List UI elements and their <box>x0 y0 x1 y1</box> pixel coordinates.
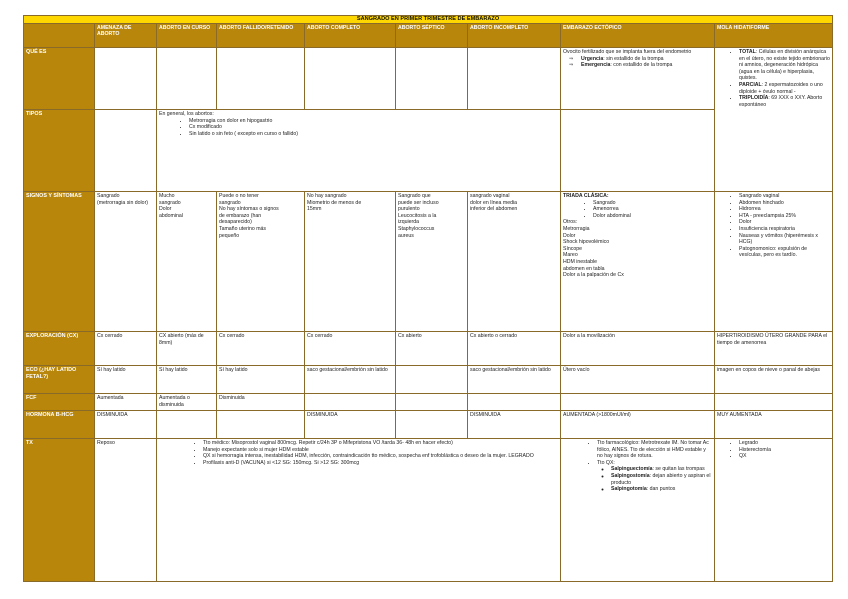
tipos-list <box>159 118 558 138</box>
list-item: • Amenorrea <box>593 206 712 213</box>
line: Mucho <box>159 193 175 199</box>
line: Dolor a la palpación de Cx <box>563 272 624 279</box>
eco-incompleto: saco gestacional/embrión sin latido <box>468 366 561 394</box>
cell <box>396 411 468 439</box>
cell <box>396 366 468 394</box>
list-item: • Sin latido o sin feto ( excepto en curso o fallido) <box>189 131 558 138</box>
line: Síncope <box>563 245 583 252</box>
cell <box>217 48 305 110</box>
que-es-ectopico <box>561 48 715 110</box>
exploracion-completo: Cx cerrado <box>305 332 396 366</box>
list-item: • TOTAL: Células en división anárquica en el útero, no existe tejido embrionario ni amnios, degeneración hidrópica (agua en la célula) e hiperplasia, quistes. <box>739 49 830 82</box>
line: de embarazo (han <box>219 212 262 219</box>
eco-mola: imagen en copos de nieve o panal de abejas <box>715 366 833 394</box>
line: Dolor <box>563 232 576 239</box>
list-item: ◦ Salpingotomía: dan puntos <box>611 486 712 493</box>
list-item: • Histerectomía <box>739 447 830 454</box>
hormona-incompleto: DISMINUIDA <box>468 411 561 439</box>
mola-types <box>717 49 830 108</box>
row-label-fcf: FCF <box>24 394 95 411</box>
cell <box>715 394 833 411</box>
tx-qx-list <box>597 466 712 492</box>
signos-incompleto <box>468 192 561 332</box>
tipos-abortos <box>157 110 561 192</box>
list-item: • Dolor <box>739 219 830 226</box>
signos-mola <box>715 192 833 332</box>
line: HDM inestable <box>563 258 598 265</box>
line: Leucocitosis a la <box>398 212 437 219</box>
list-item: • Dolor abdominal <box>593 213 712 220</box>
exploracion-amenaza: Cx cerrado <box>95 332 157 366</box>
table-title: SANGRADO EN PRIMER TRIMESTRE DE EMBARAZO <box>24 16 833 24</box>
list-item: • Manejo expectante solo si mujer HDM estable <box>203 447 558 454</box>
cell <box>305 48 396 110</box>
line: desaparecido) <box>219 219 252 226</box>
list-item: ◦ Salpingostomía: dejan abierto y aspiran el producto <box>611 473 712 486</box>
header-mola: MOLA HIDATIFORME <box>715 24 833 48</box>
tx-mola <box>715 439 833 582</box>
line: Miometrio de menos de <box>307 199 362 206</box>
line: sangrado <box>219 199 241 206</box>
cell <box>95 110 157 192</box>
list-item: • TRIPLOIDÍA: 69 XXX o XXY. Aborto espontáneo <box>739 95 830 108</box>
list-item: • Hidrorrea <box>739 206 830 213</box>
fcf-amenaza: Aumentada <box>95 394 157 411</box>
line: abdominal <box>159 212 183 219</box>
list-item: ⇒ Urgencia: sin estallido de la trompa <box>581 56 712 63</box>
signos-septico <box>396 192 468 332</box>
cell <box>468 394 561 411</box>
list-item: • Cx modificado <box>189 124 558 131</box>
signos-ectopico <box>561 192 715 332</box>
row-label-hormona: HORMONA B-HCG <box>24 411 95 439</box>
header-curso: ABORTO EN CURSO <box>157 24 217 48</box>
line: dolor en línea media <box>470 199 518 206</box>
header-completo: ABORTO COMPLETO <box>305 24 396 48</box>
mola-signs <box>717 193 830 259</box>
list-item: • Profilaxis anti-D (VACUNA) si <12 SG: 150mcg. Si >12 SG: 300mcg <box>203 460 558 467</box>
list-item: • Tto farmacológico: Metrotrexate IM. No tomar Ac fólico, AINES. Tto de elección si HMD estable y no hay signos de rotura. <box>597 440 712 460</box>
cell <box>157 411 217 439</box>
list-item: • PARCIAL: 2 espermatozoides o uno diploide + óvulo normal - <box>739 82 830 95</box>
header-amenaza: AMENAZA DE ABORTO <box>95 24 157 48</box>
line: Metrorragia <box>563 225 590 232</box>
cell <box>561 110 715 192</box>
line: izquierda <box>398 219 420 226</box>
line: No hay sangrado <box>307 193 347 199</box>
exploracion-ectopico: Dolor a la movilización <box>561 332 715 366</box>
list-item: • Insuficiencia respiratoria <box>739 226 830 233</box>
hormona-mola: MUY AUMENTADA <box>715 411 833 439</box>
que-es-mola <box>715 48 833 192</box>
line: sangrado <box>159 199 181 206</box>
line: Sangrado que <box>398 193 431 199</box>
exploracion-mola: HIPERTIROIDISMO ÚTERO GRANDE PARA el tiempo de amenorrea <box>715 332 833 366</box>
corner-cell <box>24 24 95 48</box>
cell <box>396 394 468 411</box>
tx-mola-list <box>717 440 830 460</box>
list-item: ◦ Salpinguectomía: se quitan las trompas <box>611 466 712 473</box>
row-label-eco: ECO (¿HAY LATIDO FETAL?) <box>24 366 95 394</box>
line: Staphylococcus <box>398 225 435 232</box>
row-label-exploracion: EXPLORACIÓN (CX) <box>24 332 95 366</box>
line: abdomen en tabla <box>563 265 605 272</box>
tx-abortos <box>157 439 561 582</box>
list-item: • Sangrado <box>593 200 712 207</box>
ectopico-definition: Ovocito fertilizado que se implanta fuera del endometrio <box>563 49 692 55</box>
line: Mareo <box>563 252 578 259</box>
list-item: • QX <box>739 453 830 460</box>
bleeding-table <box>23 15 833 582</box>
line: No hay síntomas o signos <box>219 206 279 213</box>
list-item: • Legrado <box>739 440 830 447</box>
header-incompleto: ABORTO INCOMPLETO <box>468 24 561 48</box>
row-label-que-es: QUÉ ES <box>24 48 95 110</box>
tipos-intro: En general, los abortos: <box>159 111 214 117</box>
fcf-curso: Aumentada o disminuida <box>157 394 217 411</box>
exploracion-incompleto: Cx abierto o cerrado <box>468 332 561 366</box>
line: Puede o no tener <box>219 193 259 199</box>
line: pequeño <box>219 232 240 239</box>
list-item: • Nauseas y vómitos (hiperémesis x HCG) <box>739 233 830 246</box>
row-label-tipos: TIPOS <box>24 110 95 192</box>
hormona-amenaza: DISMINUIDA <box>95 411 157 439</box>
eco-ectopico: Útero vacío <box>561 366 715 394</box>
header-fallido: ABORTO FALLIDO/RETENIDO <box>217 24 305 48</box>
eco-amenaza: Sí hay latido <box>95 366 157 394</box>
line: (metrorragia sin dolor) <box>97 199 149 206</box>
eco-completo: saco gestacional/embrión sin latido <box>305 366 396 394</box>
list-item: • QX si hemorragia intensa, inestabilidad HDM, infección, contraindicación tto médico, sospecha enf trofoblástica o deseo de la mujer. LEGRADO <box>203 453 558 460</box>
cell <box>157 48 217 110</box>
list-item: • Metrorragia con dolor en hipogastrio <box>189 118 558 125</box>
exploracion-curso: CX abierto (más de 8mm) <box>157 332 217 366</box>
exploracion-fallido: Cx cerrado <box>217 332 305 366</box>
line: sangrado vaginal <box>470 193 510 199</box>
cell <box>561 394 715 411</box>
exploracion-septico: Cx abierto <box>396 332 468 366</box>
signos-curso <box>157 192 217 332</box>
list-item: ⇒ Emergencia: con estallido de la trompa <box>581 62 712 69</box>
signos-amenaza <box>95 192 157 332</box>
triada-list <box>563 200 712 220</box>
list-item: • Tto médico: Misoprostol vaginal 800mcg. Repetir c/24h 3P o Mifepristona VO /tarda 36- 48h en hacer efecto) <box>203 440 558 447</box>
hormona-completo: DISMINUIDA <box>305 411 396 439</box>
line: 15mm <box>307 206 322 213</box>
line: aureus <box>398 232 414 239</box>
tx-abortos-list <box>159 440 558 466</box>
line: puede ser incluso <box>398 199 439 206</box>
cell <box>305 394 396 411</box>
ectopico-types <box>563 56 712 69</box>
eco-curso: Sí hay latido <box>157 366 217 394</box>
cell <box>217 411 305 439</box>
summary-sheet <box>23 15 832 582</box>
line: Sangrado <box>97 193 120 199</box>
cell <box>468 48 561 110</box>
list-item: • Abdomen hinchado <box>739 200 830 207</box>
tx-ectopico-list <box>563 440 712 493</box>
header-ectopico: EMBARAZO ECTÓPICO <box>561 24 715 48</box>
line: Shock hipovolémico <box>563 239 610 246</box>
eco-fallido: Sí hay latido <box>217 366 305 394</box>
signos-fallido <box>217 192 305 332</box>
fcf-fallido: Disminuida <box>217 394 305 411</box>
signos-completo <box>305 192 396 332</box>
cell <box>396 48 468 110</box>
triada-title: TRIADA CLÁSICA: <box>563 193 609 199</box>
line: inferior del abdomen <box>470 206 518 213</box>
row-label-tx: TX <box>24 439 95 582</box>
list-item: • Patognomonico: expulsión de vesículas, pero es tardío. <box>739 246 830 259</box>
line: Tamaño uterino más <box>219 225 266 232</box>
line: Otros: <box>563 219 578 226</box>
list-item: • Sangrado vaginal <box>739 193 830 200</box>
tx-ectopico <box>561 439 715 582</box>
line: Dolor <box>159 206 172 213</box>
row-label-signos: SIGNOS Y SÍNTOMAS <box>24 192 95 332</box>
line: purulento <box>398 206 420 213</box>
hormona-ectopico: AUMENTADA (>1800mUI/ml) <box>561 411 715 439</box>
tx-amenaza: Reposo <box>95 439 157 582</box>
list-item: • HTA - preeclampsia 25% <box>739 213 830 220</box>
cell <box>95 48 157 110</box>
header-septico: ABORTO SÉPTICO <box>396 24 468 48</box>
list-item: • Tto QX: ◦ Salpinguectomía: se quitan las trompas ◦ Salpingostomía: dejan abierto y aspiran el producto ◦ Salpingotomía: dan puntos <box>597 460 712 493</box>
